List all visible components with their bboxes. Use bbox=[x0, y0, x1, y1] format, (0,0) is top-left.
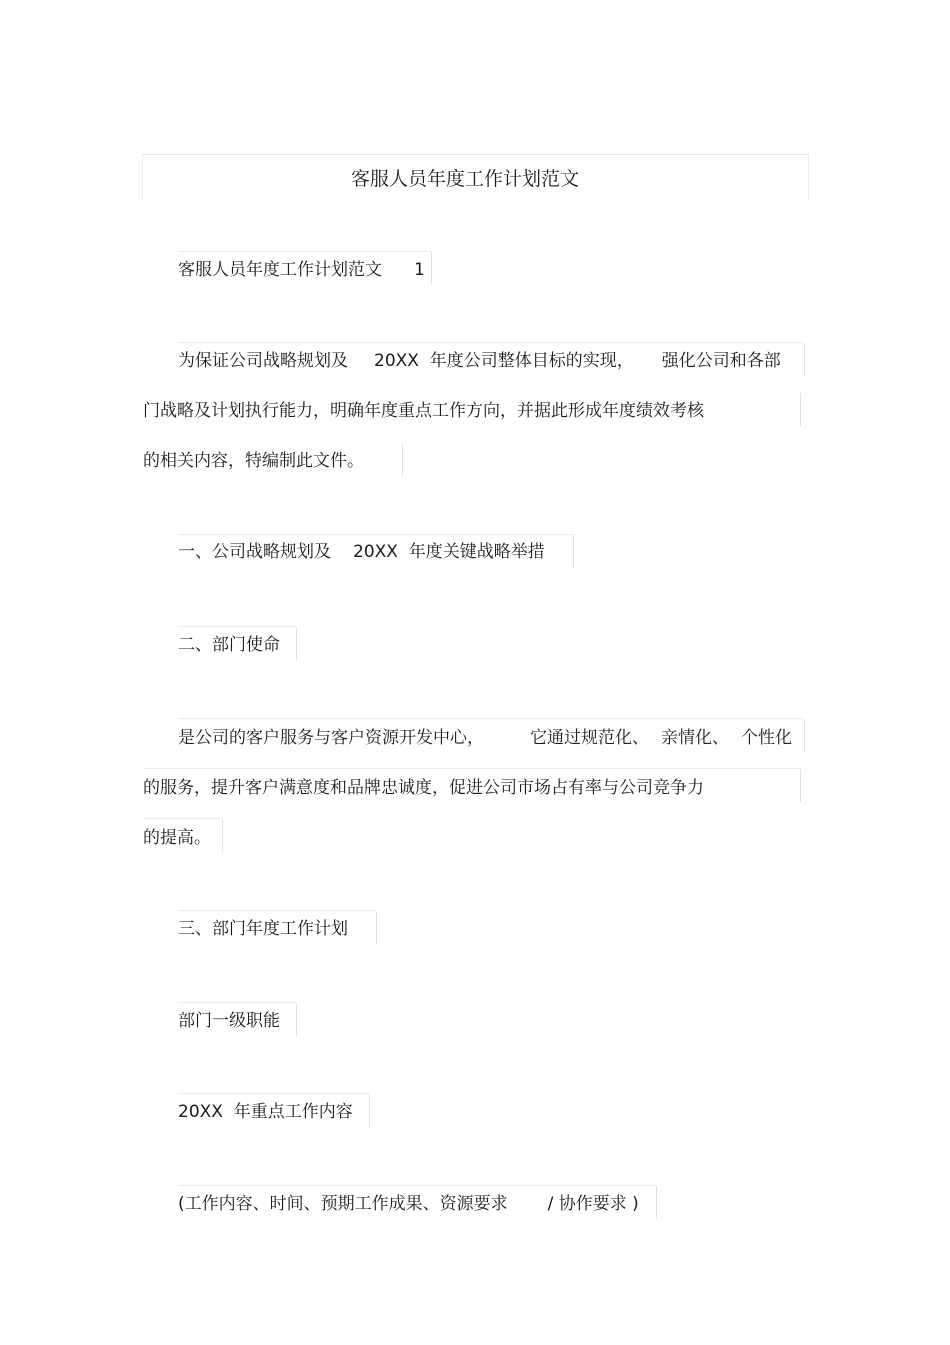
cell-border bbox=[178, 534, 573, 535]
paragraph-2-line-1 bbox=[178, 727, 792, 749]
subheading-function: 部门一级职能 bbox=[178, 1011, 280, 1031]
cell-border bbox=[573, 535, 574, 568]
text-run: 强化公司和各部 bbox=[661, 351, 781, 371]
cell-border bbox=[296, 627, 297, 660]
cell-border bbox=[376, 911, 377, 944]
cell-border bbox=[143, 768, 800, 769]
cell-border bbox=[178, 342, 804, 343]
cell-border bbox=[804, 719, 805, 752]
text-run: 是公司的客户服务与客户资源开发中心， bbox=[178, 728, 484, 748]
cell-border bbox=[296, 1003, 297, 1036]
section-heading-1 bbox=[178, 541, 545, 563]
paragraph-1-line-1 bbox=[178, 350, 781, 372]
paragraph-2-line-3: 的提高。 bbox=[143, 828, 211, 848]
subtitle-text: 客服人员年度工作计划范文 bbox=[178, 260, 382, 280]
document-title: 客服人员年度工作计划范文 bbox=[350, 168, 579, 190]
text-run: 个性化 bbox=[741, 728, 792, 748]
subtitle-line bbox=[178, 259, 425, 281]
subtitle-number: 1 bbox=[414, 260, 425, 280]
cell-border bbox=[178, 1185, 656, 1186]
subheading-key-work: 20XX 年重点工作内容 bbox=[178, 1102, 353, 1122]
cell-border bbox=[178, 1002, 296, 1003]
text-run: 为保证公司战略规划及 bbox=[178, 351, 348, 371]
cell-border bbox=[143, 818, 222, 819]
paragraph-1-line-2: 门战略及计划执行能力，明确年度重点工作方向，并据此形成年度绩效考核 bbox=[143, 401, 704, 421]
text-run: 它通过规范化、 bbox=[530, 728, 649, 748]
text-run: / 协作要求 ) bbox=[547, 1194, 639, 1214]
cell-border bbox=[800, 393, 801, 426]
cell-border bbox=[178, 718, 804, 719]
paragraph-1-line-3: 的相关内容，特编制此文件。 bbox=[143, 451, 364, 471]
section-heading-3: 三、部门年度工作计划 bbox=[178, 919, 348, 939]
cell-border bbox=[178, 251, 431, 252]
section-heading-2: 二、部门使命 bbox=[178, 635, 280, 655]
cell-border bbox=[402, 443, 403, 476]
cell-border bbox=[178, 626, 296, 627]
text-run: (工作内容、时间、预期工作成果、资源要求 bbox=[178, 1194, 508, 1214]
cell-border bbox=[369, 1094, 370, 1127]
cell-border bbox=[804, 343, 805, 376]
paragraph-2-line-2: 的服务，提升客户满意度和品牌忠诚度，促进公司市场占有率与公司竞争力 bbox=[143, 778, 704, 798]
text-run: 20XX 年度关键战略举措 bbox=[353, 542, 545, 562]
cell-border bbox=[178, 1093, 369, 1094]
work-content-note bbox=[178, 1193, 639, 1215]
cell-border bbox=[656, 1186, 657, 1219]
cell-border bbox=[178, 910, 376, 911]
text-run: 亲情化、 bbox=[661, 728, 729, 748]
cell-border bbox=[222, 819, 223, 852]
cell-border bbox=[800, 769, 801, 802]
text-run: 一、公司战略规划及 bbox=[178, 542, 331, 562]
text-run: 20XX 年度公司整体目标的实现， bbox=[374, 351, 634, 371]
cell-border bbox=[431, 252, 432, 285]
